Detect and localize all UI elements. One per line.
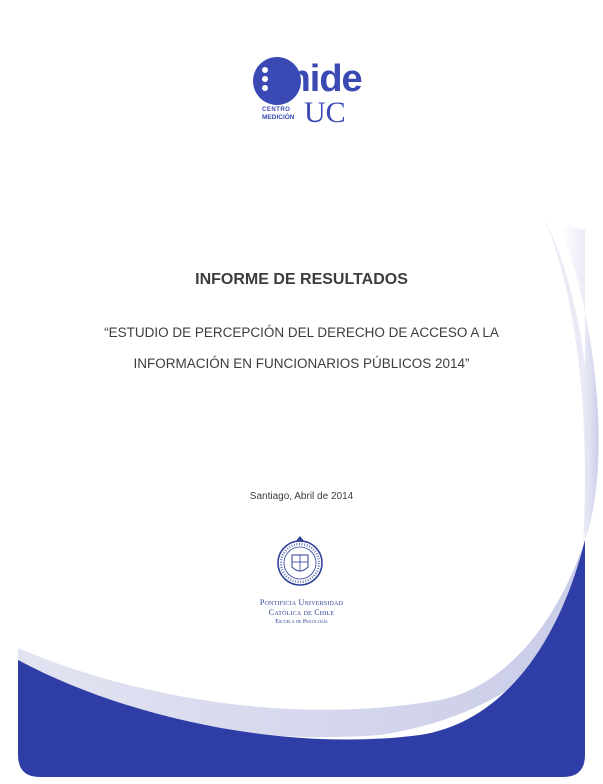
mide-uc-logo — [250, 55, 360, 130]
logo-uc: UC — [304, 96, 346, 129]
university-name — [200, 598, 403, 626]
university-school: Escuela de Psicología — [275, 619, 328, 625]
report-date: Santiago, Abril de 2014 — [249, 491, 354, 502]
logo-dots-icon — [262, 67, 270, 94]
report-subtitle: “ESTUDIO DE PERCEPCIÓN DEL DERECHO DE ACCESO A LA INFORMACIÓN EN FUNCIONARIOS PÚBLICOS 2014” — [104, 325, 499, 371]
university-seal-icon — [276, 533, 324, 593]
logo-subtext-medicion: MEDICIÓN — [262, 114, 295, 121]
logo-wordmark: mide — [277, 58, 362, 100]
report-title: INFORME DE RESULTADOS — [195, 271, 408, 288]
university-line2: Católica de Chile — [268, 608, 335, 617]
logo-subtext-centro: CENTRO — [262, 107, 291, 113]
university-line1: Pontificia Universidad — [259, 598, 344, 607]
